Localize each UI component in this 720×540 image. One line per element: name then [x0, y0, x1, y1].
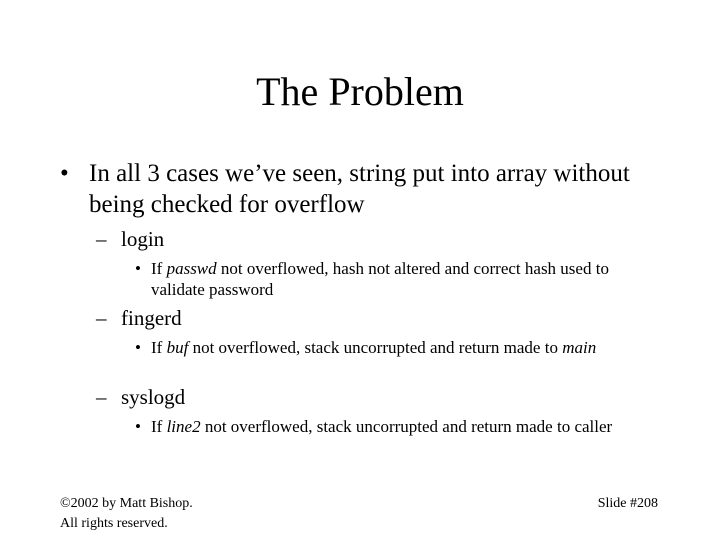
note-variable: passwd	[166, 259, 217, 278]
dash-marker: –	[96, 385, 107, 409]
sub-item-label: fingerd	[121, 306, 182, 330]
note-text-part: not overflowed, stack uncorrupted and return made to caller	[200, 417, 613, 436]
note-text-part: If	[151, 338, 167, 357]
bullet-marker: •	[135, 338, 141, 357]
note-variable: main	[562, 338, 597, 357]
note-text	[135, 416, 655, 437]
dash-marker: –	[96, 227, 107, 251]
copyright-text: ©2002 by Matt Bishop.	[60, 496, 193, 511]
footer-copyright	[60, 494, 193, 534]
note-fingerd	[135, 337, 655, 358]
note-variable: buf	[166, 338, 189, 357]
slide-title: The Problem	[256, 69, 464, 114]
main-bullet	[60, 158, 660, 220]
sub-item-fingerd	[96, 305, 182, 331]
bullet-marker: •	[135, 417, 141, 436]
sub-item-label: syslogd	[121, 385, 186, 409]
note-text	[135, 337, 655, 358]
bullet-marker: •	[60, 160, 69, 187]
note-variable: line2	[166, 417, 201, 436]
note-syslogd	[135, 416, 655, 437]
note-text-part: not overflowed, hash not altered and correct hash used to validate password	[151, 259, 609, 299]
note-text-part: If	[151, 417, 167, 436]
note-text-part: If	[151, 259, 167, 278]
note-text-part: not overflowed, stack uncorrupted and return made to	[188, 338, 563, 357]
rights-text: All rights reserved.	[60, 516, 168, 531]
bullet-marker: •	[135, 259, 141, 278]
main-bullet-text: In all 3 cases we’ve seen, string put into array without being checked for overflow	[89, 160, 630, 218]
sub-item-syslogd	[96, 384, 185, 410]
note-text	[135, 258, 655, 300]
sub-item-label: login	[121, 227, 165, 251]
sub-item-login	[96, 226, 164, 252]
note-login	[135, 258, 655, 300]
dash-marker: –	[96, 306, 107, 330]
slide-number: Slide #208	[597, 496, 658, 511]
